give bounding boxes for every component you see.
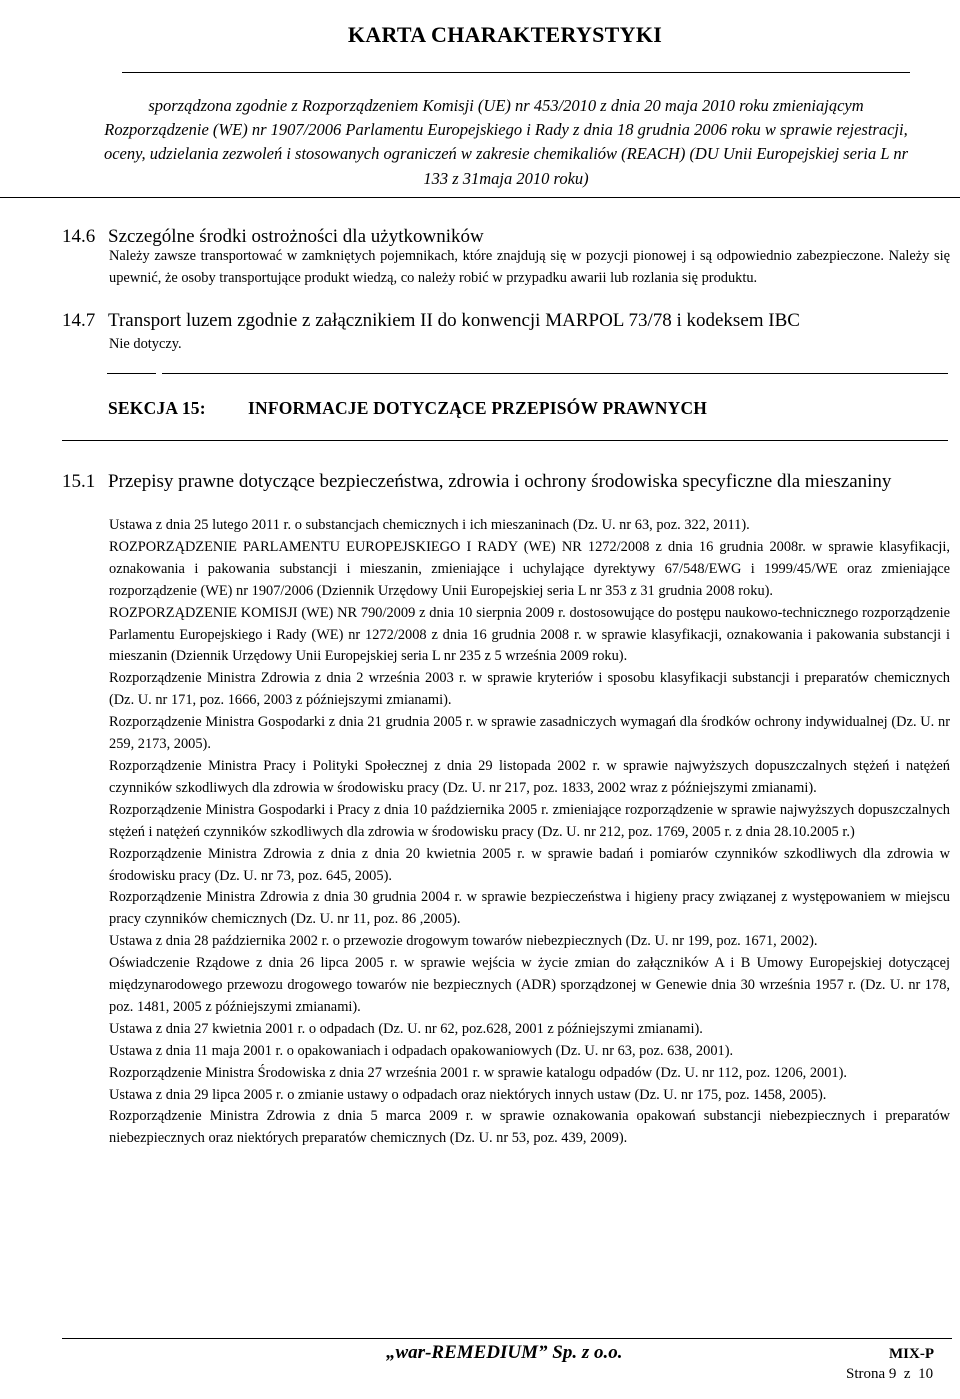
heading-text: Transport luzem zgodnie z załącznikiem II do konwencji MARPOL 73/78 i kodeksem IBC [108,310,800,331]
section-rule-short [107,373,156,374]
subtitle-line: sporządzona zgodnie z Rozporządzeniem Komisji (UE) nr 453/2010 z dnia 20 maja 2010 roku zmieniającym [148,96,864,115]
paragraph-14-6: Należy zawsze transportować w zamkniętych pojemnikach, które znajdują się w pozycji pionowej i są odpowiednio zabezpieczone. Należy się upewnić, że osoby transportujące produkt wiedzą, co należy robić w przypadku awarii lub rozlania się produktu. [109,248,950,287]
section-15-heading [108,398,707,419]
page-number: Strona 9 z 10 [846,1366,934,1382]
regulation-item: Ustawa z dnia 27 kwietnia 2001 r. o odpadach (Dz. U. nr 62, poz.628, 2001 z późniejszymi zmianami). [109,1020,703,1037]
heading-15-1 [62,470,952,493]
title-underline [122,72,910,73]
product-code: MIX-P [889,1346,934,1362]
regulations-list [109,515,950,1150]
regulation-item: Rozporządzenie Ministra Zdrowia z dnia 5 marca 2009 r. w sprawie oznakowania opakowań substancji niebezpiecznych i preparatów niebezpiecznych oraz niektórych preparatów chemicznych (Dz. U. nr 53, poz. 439, 2009). [109,1108,950,1147]
footer-divider [62,1338,952,1339]
section-rule-bottom [62,440,948,441]
section-rule-long [162,373,948,374]
heading-number: 14.6 [62,226,96,247]
subtitle-line: Rozporządzenie (WE) nr 1907/2006 Parlamentu Europejskiego i Rady z dnia 18 grudnia 2006 roku w sprawie rejestracji, [104,120,908,140]
regulation-item: Ustawa z dnia 28 października 2002 r. o przewozie drogowym towarów niebezpiecznych (Dz. U. nr 199, poz. 1671, 2002). [109,933,818,950]
heading-14-7 [62,309,800,333]
regulation-item: Rozporządzenie Ministra Zdrowia z dnia z dnia 20 kwietnia 2005 r. w sprawie badań i pomiarów czynników szkodliwych dla zdrowia w środowisku pracy (Dz. U. nr 73, poz. 645, 2005). [109,845,950,884]
regulation-item: ROZPORZĄDZENIE PARLAMENTU EUROPEJSKIEGO I RADY (WE) NR 1272/2008 z dnia 16 grudnia 2008r. w sprawie klasyfikacji, oznakowania i pakowania substancji i mieszanin, zmieniające i uchylające dyrektywy 67/548/EWG i 1999/45/WE oraz zmieniające rozporządzenie (WE) nr 1907/2006 (Dziennik Urzędowy Unii Europejskiej seria L nr 353 z 31 grudnia 2008 roku). [109,538,950,599]
header-divider [0,197,960,198]
regulation-subtitle [50,94,960,191]
regulation-item: Rozporządzenie Ministra Gospodarki z dnia 21 grudnia 2005 r. w sprawie zasadniczych wymagań dla środków ochrony indywidualnej (Dz. U. nr 259, 2173, 2005). [109,714,950,753]
regulation-item: Ustawa z dnia 11 maja 2001 r. o opakowaniach i odpadach opakowaniowych (Dz. U. nr 63, poz. 638, 2001). [109,1042,734,1059]
heading-text: Przepisy prawne dotyczące bezpieczeństwa, zdrowia i ochrony środowiska specyficzne dla mieszaniny [108,471,892,492]
section-title: INFORMACJE DOTYCZĄCE PRZEPISÓW PRAWNYCH [248,398,708,418]
regulation-item: Rozporządzenie Ministra Pracy i Polityki Społecznej z dnia 29 listopada 2002 r. w sprawie najwyższych dopuszczalnych stężeń i natężeń czynników szkodliwych dla zdrowia w środowisku pracy (Dz. U. nr 217, poz. 1833, 2002 wraz z późniejszymi zmianami). [109,757,950,796]
regulation-item: ROZPORZĄDZENIE KOMISJI (WE) NR 790/2009 z dnia 10 sierpnia 2009 r. dostosowujące do postępu naukowo-technicznego rozporządzenie Parlamentu Europejskiego i Rady (WE) nr 1272/2008 z dnia 16 grudnia 2008 r. w sprawie klasyfikacji, oznakowania i pakowania substancji i mieszanin (Dziennik Urzędowy Unii Europejskiej seria L nr 235 z 5 września 2009 roku). [109,604,950,665]
regulation-item: Rozporządzenie Ministra Zdrowia z dnia 2 września 2003 r. w sprawie kryteriów i sposobu klasyfikacji substancji i preparatów chemicznych (Dz. U. nr 171, poz. 1666, 2003 z późniejszymi zmianami). [109,670,950,709]
regulation-item: Ustawa z dnia 25 lutego 2011 r. o substancjach chemicznych i ich mieszaninach (Dz. U. nr 63, poz. 322, 2011). [109,517,750,533]
company-name: „war-REMEDIUM” Sp. z o.o. [386,1342,623,1363]
section-label: SEKCJA 15: [108,398,206,418]
heading-number: 14.7 [62,310,96,331]
regulation-item: Rozporządzenie Ministra Zdrowia z dnia 30 grudnia 2004 r. w sprawie bezpieczeństwa i higieny pracy związanej z występowaniem w miejscu pracy czynników chemicznych (Dz. U. nr 11, poz. 86 ,2005). [109,889,950,928]
subtitle-line: oceny, udzielania zezwoleń i stosowanych ograniczeń w zakresie chemikaliów (REACH) (DU Unii Europejskiej seria L nr [103,144,909,164]
heading-text: Szczególne środki ostrożności dla użytkowników [108,226,484,247]
regulation-item: Rozporządzenie Ministra Środowiska z dnia 27 września 2001 r. w sprawie katalogu odpadów (Dz. U. nr 112, poz. 1206, 2001). [109,1064,848,1081]
regulation-item: Ustawa z dnia 29 lipca 2005 r. o zmianie ustawy o odpadach oraz niektórych innych ustaw (Dz. U. nr 175, poz. 1458, 2005). [109,1086,827,1103]
regulation-item: Rozporządzenie Ministra Gospodarki i Pracy z dnia 10 października 2005 r. zmieniające rozporządzenie w sprawie najwyższych dopuszczalnych stężeń i natężeń czynników szkodliwych dla zdrowia w środowisku pracy (Dz. U. nr 212, poz. 1769, 2005 r. z dnia 28.10.2005 r.) [109,801,950,840]
document-title: KARTA CHARAKTERYSTYKI [347,22,663,47]
heading-number: 15.1 [62,471,96,492]
regulation-item: Oświadczenie Rządowe z dnia 26 lipca 2005 r. w sprawie wejścia w życie zmian do załączników A i B Umowy Europejskiej dotyczącej międzynarodowego przewozu drogowego towarów nie bezpiecznych (ADR) sporządzonej w Genewie dnia 30 września 1957 r. (Dz. U. nr 178, poz. 1481, 2005 z późniejszymi zmianami). [109,955,950,1015]
paragraph-14-7: Nie dotyczy. [109,336,182,352]
subtitle-line: 133 z 31maja 2010 roku) [423,168,589,188]
